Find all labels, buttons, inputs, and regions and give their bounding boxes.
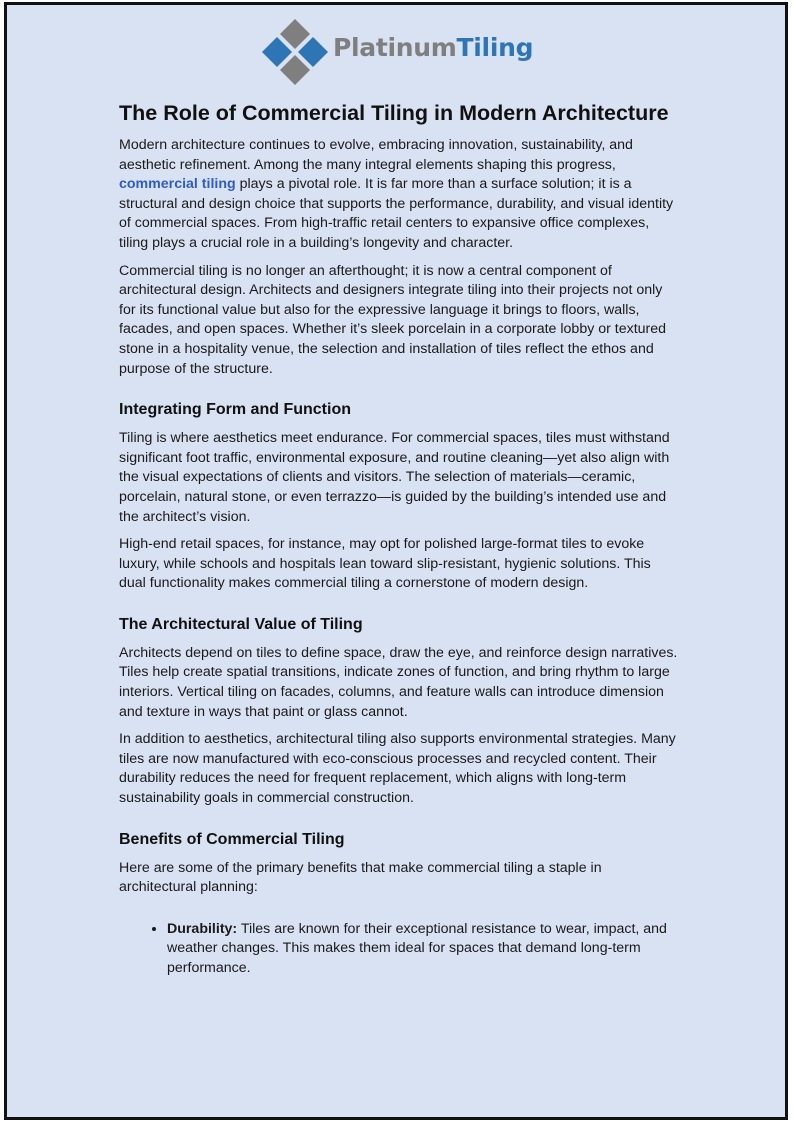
platinum-tiling-logo (257, 15, 557, 87)
intro-paragraph-1: Modern architecture continues to evolve, embracing innovation, sustainability, and aesthetic refinement. Among the many integral elements shaping this progress, commercial tiling plays a pivotal role. It is far more than a surface solution; it is a structural and design choice that supports the performance, durability, and visual identity of commercial spaces. From high-traffic retail centers to expansive office complexes, tiling plays a crucial role in a building’s longevity and character. (119, 137, 674, 251)
form-function-paragraph-2: High-end retail spaces, for instance, may opt for polished large-format tiles to evoke luxury, while schools and hospitals lean toward slip-resistant, hygienic solutions. This dual functionality makes commercial tiling a cornerstone of modern design. (119, 536, 651, 592)
tile-diamond-logo-icon (257, 15, 333, 87)
architectural-value-paragraph-1: Architects depend on tiles to define space, draw the eye, and reinforce design narratives. Tiles help create spatial transitions, indicate zones of function, and bring rhythm to large interiors. Vertical tiling on facades, columns, and feature walls can introduce dimension and texture in ways that paint or glass cannot. (119, 644, 678, 720)
form-function-paragraph-1: Tiling is where aesthetics meet endurance. For commercial spaces, tiles must withstand significant foot traffic, environmental exposure, and routine cleaning—yet also align with the visual expectations of clients and visitors. The selection of materials—ceramic, porcelain, natural stone, or even terrazzo—is guided by the building’s intended use and the architect’s vision. (119, 430, 670, 525)
document-page (4, 2, 788, 1120)
commercial-tiling-link[interactable]: commercial tiling (119, 176, 236, 193)
brand-name-tiling: Tiling (456, 33, 534, 62)
benefit-term: Durability: (167, 920, 238, 937)
intro-paragraph-2: Commercial tiling is no longer an afterthought; it is now a central component of architectural design. Architects and designers integrate tiling into their projects not only for its functional value but also for the expressive language it brings to floors, walls, facades, and open spaces. Whether it’s sleek porcelain in a corporate lobby or textured stone in a hospitality venue, the selection and installation of tiles reflect the ethos and purpose of the structure. (119, 262, 667, 377)
brand-name (333, 33, 533, 62)
section-heading-benefits: Benefits of Commercial Tiling (119, 830, 345, 848)
article-title: The Role of Commercial Tiling in Modern Architecture (119, 101, 669, 125)
benefits-intro-paragraph: Here are some of the primary benefits that make commercial tiling a staple in architectural planning: (119, 859, 602, 896)
benefit-item-durability (167, 920, 679, 979)
architectural-value-paragraph-2: In addition to aesthetics, architectural tiling also supports environmental strategies. Many tiles are now manufactured with eco-conscious processes and recycled content. Their durability reduces the need for frequent replacement, which aligns with long-term sustainability goals in commercial construction. (119, 731, 676, 807)
brand-name-platinum: Platinum (333, 33, 457, 62)
section-heading-architectural-value: The Architectural Value of Tiling (119, 615, 363, 633)
benefits-list (119, 920, 679, 979)
benefit-text: Tiles are known for their exceptional resistance to wear, impact, and weather changes. This makes them ideal for spaces that demand long-term performance. (167, 920, 667, 976)
section-heading-form-function: Integrating Form and Function (119, 401, 351, 419)
article-body (119, 97, 679, 979)
